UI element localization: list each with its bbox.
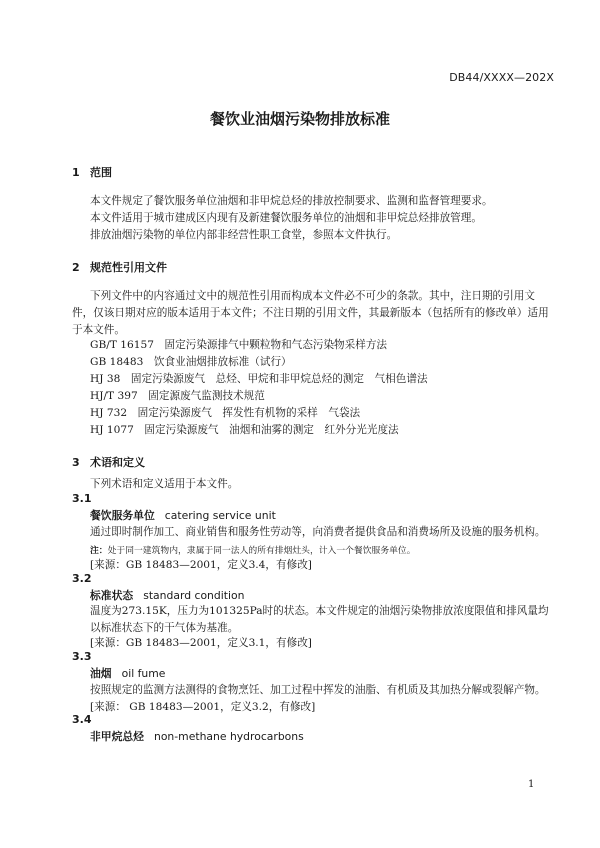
reference-item: HJ 38 固定污染源废气 总烃、甲烷和非甲烷总烃的测定 气相色谱法 xyxy=(90,373,428,385)
term-heading xyxy=(90,729,304,744)
term-name-zh: 油烟 xyxy=(90,667,112,680)
term-name-zh: 餐饮服务单位 xyxy=(90,509,155,522)
section-number: 1 xyxy=(72,166,80,179)
section-heading-1 xyxy=(72,164,112,180)
term-name-en: non-methane hydrocarbons xyxy=(153,730,304,743)
section-2-intro xyxy=(72,288,552,339)
term-name-zh: 非甲烷总烃 xyxy=(90,730,144,743)
term-number: 3.2 xyxy=(72,572,92,585)
reference-item: HJ/T 397 固定源废气监测技术规范 xyxy=(90,390,265,402)
term-definition: 温度为273.15K，压力为101325Pa时的状态。本文件规定的油烟污染物排放浓度限值和排风量均以标准状态下的干气体为基准。 xyxy=(90,605,549,634)
note-text: 处于同一建筑物内，隶属于同一法人的所有排烟灶头，计入一个餐饮服务单位。 xyxy=(107,546,416,556)
term-number: 3.4 xyxy=(72,713,92,726)
reference-item: GB/T 16157 固定污染源排气中颗粒物和气态污染物采样方法 xyxy=(90,339,388,351)
term-name-zh: 标准状态 xyxy=(90,589,134,602)
term-definition: 通过即时制作加工、商业销售和服务性劳动等，向消费者提供食品和消费场所及设施的服务机构。 xyxy=(90,526,546,538)
section-number: 2 xyxy=(72,261,80,274)
term-name-en: standard condition xyxy=(143,589,245,602)
document-code: DB44/XXXX—202X xyxy=(449,71,554,84)
term-number: 3.3 xyxy=(72,650,92,663)
term-source: [来源：GB 18483—2001，定义3.1，有修改] xyxy=(90,637,312,649)
section-title: 范围 xyxy=(90,166,112,179)
reference-item: HJ 1077 固定污染源废气 油烟和油雾的测定 红外分光光度法 xyxy=(90,424,399,436)
term-heading xyxy=(90,508,276,523)
term-source: [来源：GB 18483—2001，定义3.4，有修改] xyxy=(90,559,312,571)
term-heading xyxy=(90,588,244,603)
paragraph: 排放油烟污染物的单位内部非经营性职工食堂，参照本文件执行。 xyxy=(90,229,398,241)
paragraph: 下列文件中的内容通过文中的规范性引用而构成本文件必不可少的条款。其中，注日期的引用文件，仅该日期对应的版本适用于本文件；不注日期的引用文件，其最新版本（包括所有的修改单）适用于本文件。 xyxy=(72,290,549,336)
section-title: 规范性引用文件 xyxy=(90,261,167,274)
term-source: [来源： GB 18483—2001，定义3.2，有修改] xyxy=(90,701,316,713)
term-number: 3.1 xyxy=(72,492,92,505)
reference-item: GB 18483 饮食业油烟排放标准（试行） xyxy=(90,356,292,368)
section-number: 3 xyxy=(72,456,80,469)
section-title: 术语和定义 xyxy=(90,456,145,469)
term-note xyxy=(90,543,416,556)
term-name-en: oil fume xyxy=(121,667,166,680)
page-title: 餐饮业油烟污染物排放标准 xyxy=(209,110,390,128)
section-3-intro: 下列术语和定义适用于本文件。 xyxy=(90,478,239,490)
section-heading-2 xyxy=(72,259,167,275)
section-1-body xyxy=(72,193,552,244)
term-definition: 按照规定的监测方法测得的食物烹饪、加工过程中挥发的油脂、有机质及其加热分解或裂解产物。 xyxy=(90,684,546,696)
page-number: 1 xyxy=(528,779,535,790)
reference-item: HJ 732 固定污染源废气 挥发性有机物的采样 气袋法 xyxy=(90,407,361,419)
term-heading xyxy=(90,666,165,681)
term-name-en: catering service unit xyxy=(164,509,276,522)
note-label: 注： xyxy=(90,546,108,556)
paragraph: 本文件规定了餐饮服务单位油烟和非甲烷总烃的排放控制要求、监测和监督管理要求。 xyxy=(90,195,493,207)
section-heading-3 xyxy=(72,454,145,470)
paragraph: 本文件适用于城市建成区内现有及新建餐饮服务单位的油烟和非甲烷总烃排放管理。 xyxy=(90,212,482,224)
